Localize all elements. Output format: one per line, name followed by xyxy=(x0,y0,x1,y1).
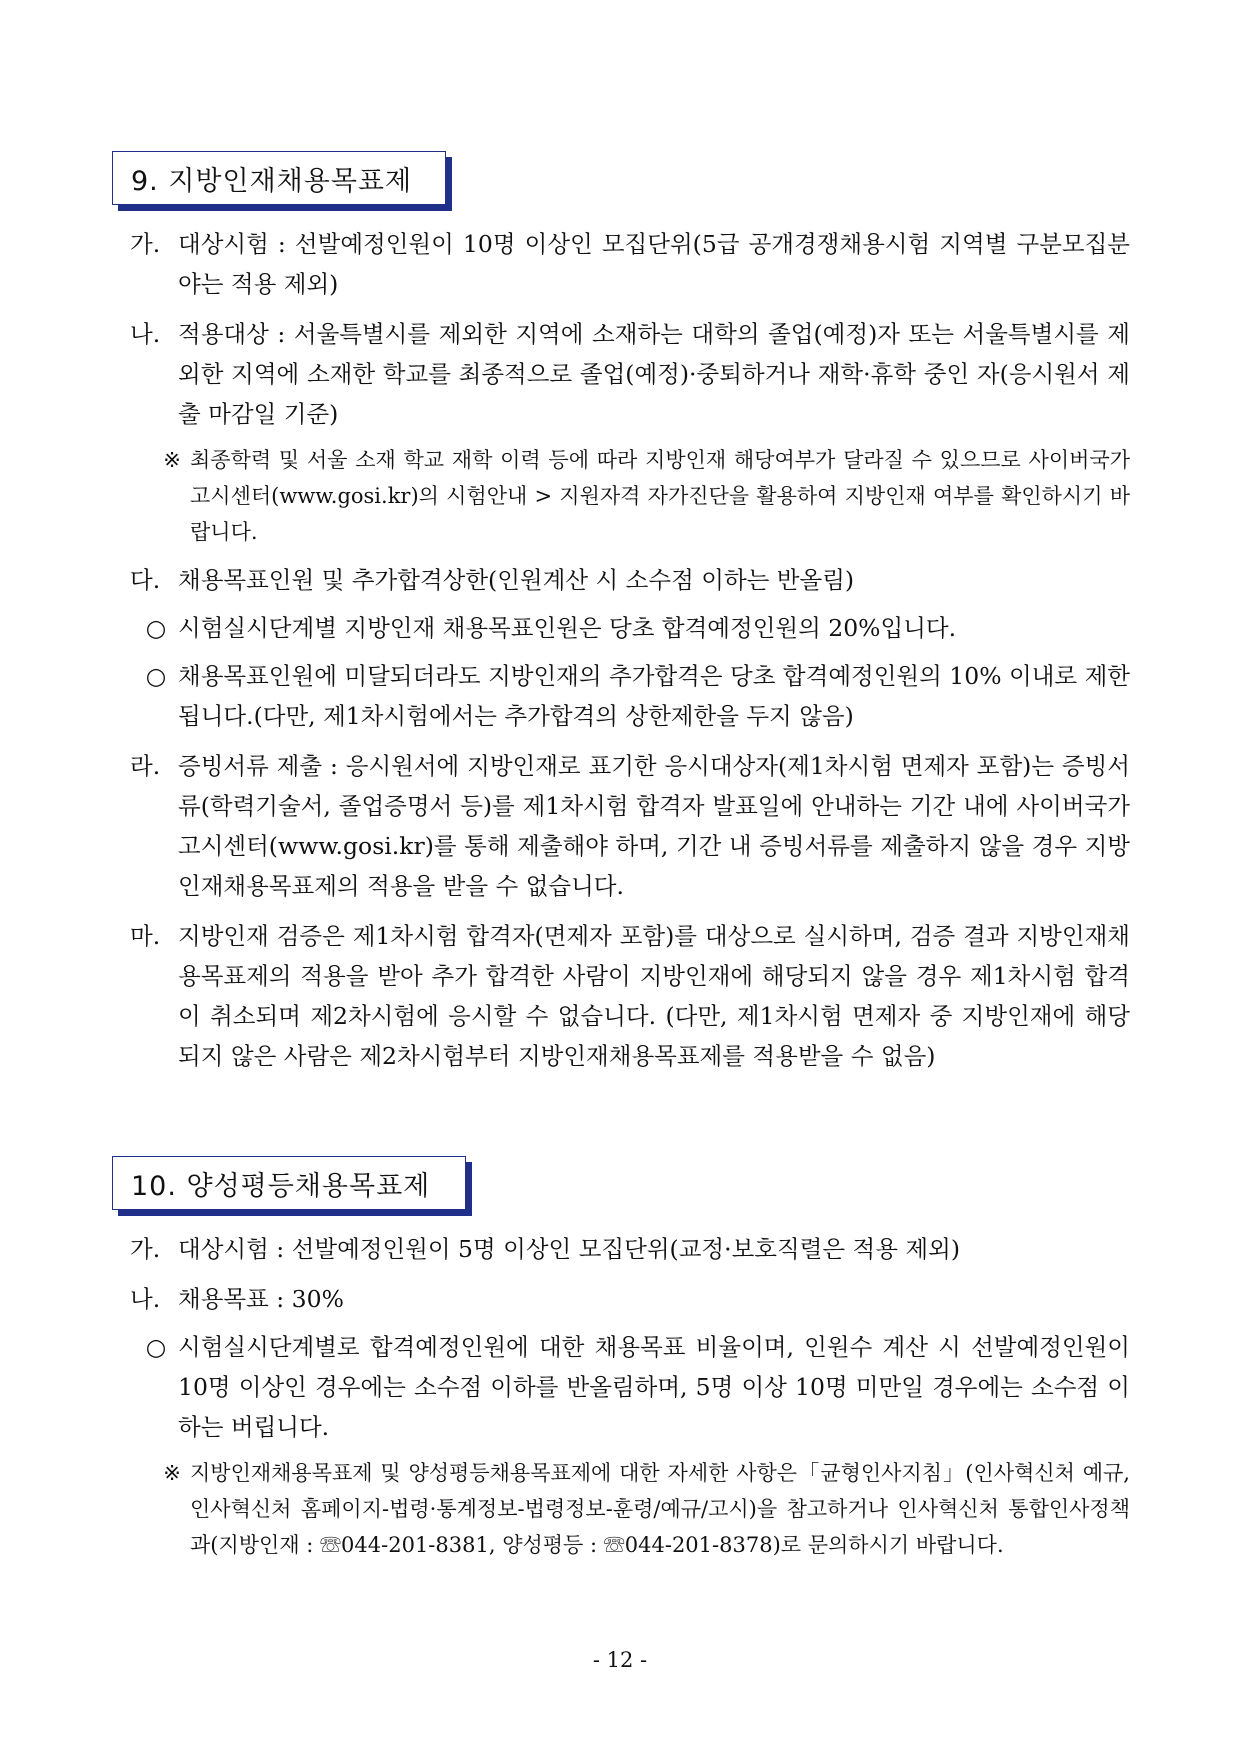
item-marker: 다. xyxy=(130,566,161,594)
item-marker: 라. xyxy=(130,752,161,780)
list-item xyxy=(130,746,1130,906)
item-marker: 나. xyxy=(130,320,161,348)
item-marker: 나. xyxy=(130,1285,161,1313)
list-item xyxy=(130,560,1130,600)
bullet-item xyxy=(134,656,1130,736)
item-marker: 마. xyxy=(130,922,161,950)
note-item xyxy=(154,442,1130,550)
page-number: - 12 - xyxy=(592,1648,648,1672)
section-9-title: 9. 지방인재채용목표제 xyxy=(131,165,413,197)
note-item xyxy=(154,1455,1130,1563)
section-10-title: 10. 양성평등채용목표제 xyxy=(131,1170,431,1202)
item-text: 채용목표인원 및 추가합격상한(인원계산 시 소수점 이하는 반올림) xyxy=(178,566,855,594)
note-text: 최종학력 및 서울 소재 학교 재학 이력 등에 따라 지방인재 해당여부가 달라질 수 있으므로 사이버국가고시센터(www.gosi.kr)의 시험안내 > 지원자격 자가진단을 활용하여 지방인재 여부를 확인하시기 바랍니다. xyxy=(190,448,1130,544)
item-marker: 가. xyxy=(130,230,161,258)
bullet-marker: ○ xyxy=(145,662,167,690)
item-text: 증빙서류 제출 : 응시원서에 지방인재로 표기한 응시대상자(제1차시험 면제자 포함)는 증빙서류(학력기술서, 졸업증명서 등)를 제1차시험 합격자 발표일에 안내하는 기간 내에 사이버국가고시센터(www.gosi.kr)를 통해 제출해야 하며, 기간 내 증빙서류를 제출하지 않을 경우 지방인재채용목표제의 적용을 받을 수 없습니다. xyxy=(178,752,1130,900)
note-marker: ※ xyxy=(163,1461,181,1485)
item-text: 대상시험 : 선발예정인원이 10명 이상인 모집단위(5급 공개경쟁채용시험 지역별 구분모집분야는 적용 제외) xyxy=(178,230,1130,298)
list-item xyxy=(130,224,1130,304)
bullet-marker: ○ xyxy=(145,1333,167,1361)
bullet-text: 시험실시단계별 지방인재 채용목표인원은 당초 합격예정인원의 20%입니다. xyxy=(178,614,957,642)
list-item xyxy=(130,1279,1130,1319)
item-text: 채용목표 : 30% xyxy=(178,1285,344,1313)
section-9-heading xyxy=(112,151,446,205)
list-item xyxy=(130,1229,1130,1269)
item-text: 적용대상 : 서울특별시를 제외한 지역에 소재하는 대학의 졸업(예정)자 또는 서울특별시를 제외한 지역에 소재한 학교를 최종적으로 졸업(예정)·중퇴하거나 재학·휴학 중인 자(응시원서 제출 마감일 기준) xyxy=(178,320,1130,428)
bullet-text: 시험실시단계별로 합격예정인원에 대한 채용목표 비율이며, 인원수 계산 시 선발예정인원이 10명 이상인 경우에는 소수점 이하를 반올림하며, 5명 이상 10명 미만일 경우에는 소수점 이하는 버립니다. xyxy=(178,1333,1130,1441)
section-10-body xyxy=(130,1229,1130,1563)
section-9-body xyxy=(130,224,1130,1076)
bullet-text: 채용목표인원에 미달되더라도 지방인재의 추가합격은 당초 합격예정인원의 10% 이내로 제한됩니다.(다만, 제1차시험에서는 추가합격의 상한제한을 두지 않음) xyxy=(178,662,1130,730)
note-text: 지방인재채용목표제 및 양성평등채용목표제에 대한 자세한 사항은「균형인사지침」(인사혁신처 예규, 인사혁신처 홈페이지-법령·통계정보-법령정보-훈령/예규/고시)을 참고하거나 인사혁신처 통합인사정책과(지방인재 : ☏044-201-8381, 양성평등 : ☏044-201-8378)로 문의하시기 바랍니다. xyxy=(190,1461,1130,1557)
item-marker: 가. xyxy=(130,1235,161,1263)
item-text: 지방인재 검증은 제1차시험 합격자(면제자 포함)를 대상으로 실시하며, 검증 결과 지방인재채용목표제의 적용을 받아 추가 합격한 사람이 지방인재에 해당되지 않을 경우 제1차시험 합격이 취소되며 제2차시험에 응시할 수 없습니다. (다만, 제1차시험 면제자 중 지방인재에 해당되지 않은 사람은 제2차시험부터 지방인재채용목표제를 적용받을 수 없음) xyxy=(178,922,1130,1070)
note-marker: ※ xyxy=(163,448,181,472)
bullet-item xyxy=(134,1327,1130,1447)
list-item xyxy=(130,314,1130,434)
bullet-item xyxy=(134,608,1130,648)
item-text: 대상시험 : 선발예정인원이 5명 이상인 모집단위(교정·보호직렬은 적용 제외) xyxy=(178,1235,960,1263)
section-10-heading xyxy=(112,1156,466,1210)
bullet-marker: ○ xyxy=(145,614,167,642)
list-item xyxy=(130,916,1130,1076)
